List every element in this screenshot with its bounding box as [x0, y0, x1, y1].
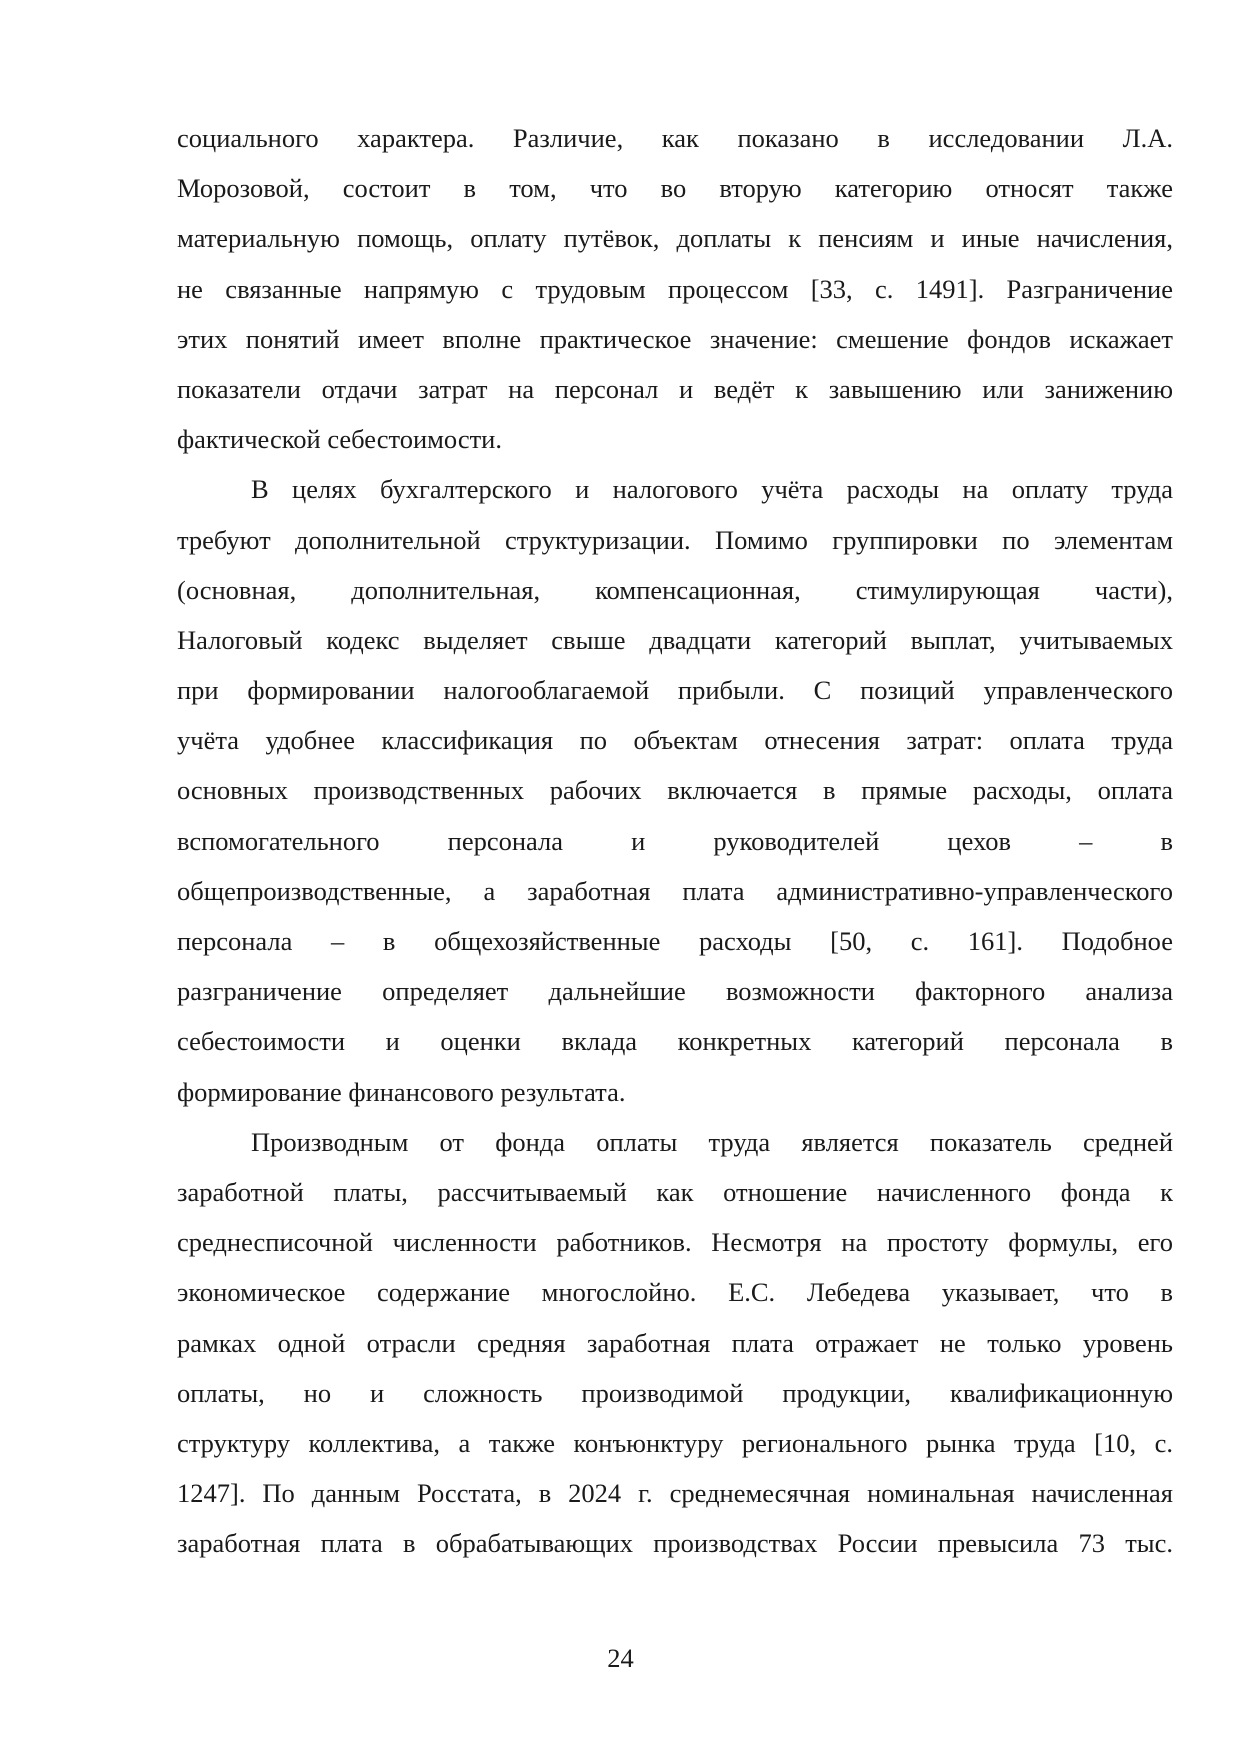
paragraph-1 [177, 113, 1173, 464]
text-line: вспомогательного персонала и руководителей цехов – в [177, 825, 1173, 856]
text-line: рамках одной отрасли средняя заработная плата отражает не только уровень [177, 1327, 1173, 1358]
text-line: показатели отдачи затрат на персонал и ведёт к завышению или занижению [177, 373, 1173, 404]
body-text [177, 113, 1173, 1568]
text-line: требуют дополнительной структуризации. Помимо группировки по элементам [177, 524, 1173, 555]
text-line-indented: В целях бухгалтерского и налогового учёта расходы на оплату труда [251, 474, 1173, 505]
text-line: социального характера. Различие, как показано в исследовании Л.А. [177, 123, 1173, 153]
paragraph-3 [177, 1117, 1173, 1569]
text-line: среднесписочной численности работников. Несмотря на простоту формулы, его [177, 1227, 1173, 1258]
text-line: себестоимости и оценки вклада конкретных категорий персонала в [177, 1026, 1173, 1057]
text-line: 1247]. По данным Росстата, в 2024 г. среднемесячная номинальная начисленная [177, 1478, 1173, 1509]
text-line: общепроизводственные, а заработная плата административно-управленческого [177, 875, 1173, 906]
text-line-indented: Производным от фонда оплаты труда является показатель средней [251, 1126, 1173, 1157]
text-line: материальную помощь, оплату путёвок, доплаты к пенсиям и иные начисления, [177, 223, 1173, 254]
text-line: структуру коллектива, а также конъюнктуру регионального рынка труда [10, с. [177, 1427, 1173, 1458]
text-line: этих понятий имеет вполне практическое значение: смешение фондов искажает [177, 323, 1173, 354]
text-line: Налоговый кодекс выделяет свыше двадцати категорий выплат, учитываемых [177, 624, 1173, 655]
text-line: учёта удобнее классификация по объектам отнесения затрат: оплата труда [177, 725, 1173, 756]
text-line: не связанные напрямую с трудовым процессом [33, с. 1491]. Разграничение [177, 273, 1173, 304]
text-line: оплаты, но и сложность производимой продукции, квалификационную [177, 1377, 1173, 1408]
page-number: 24 [607, 1643, 634, 1673]
text-line: фактической себестоимости. [177, 424, 502, 455]
text-line: при формировании налогооблагаемой прибыли. С позиций управленческого [177, 675, 1173, 706]
text-line: экономическое содержание многослойно. Е.С. Лебедева указывает, что в [177, 1277, 1173, 1308]
text-line: разграничение определяет дальнейшие возможности факторного анализа [177, 976, 1173, 1007]
paragraph-2 [177, 464, 1173, 1116]
text-line: (основная, дополнительная, компенсационная, стимулирующая части), [177, 574, 1173, 605]
text-line: заработной платы, рассчитываемый как отношение начисленного фонда к [177, 1176, 1173, 1207]
text-line: заработная плата в обрабатывающих производствах России превысила 73 тыс. [177, 1528, 1173, 1559]
text-line: формирование финансового результата. [177, 1076, 626, 1107]
text-line: Морозовой, состоит в том, что во вторую категорию относят также [177, 173, 1173, 204]
text-line: основных производственных рабочих включается в прямые расходы, оплата [177, 775, 1173, 806]
text-line: персонала – в общехозяйственные расходы [50, с. 161]. Подобное [177, 926, 1173, 956]
